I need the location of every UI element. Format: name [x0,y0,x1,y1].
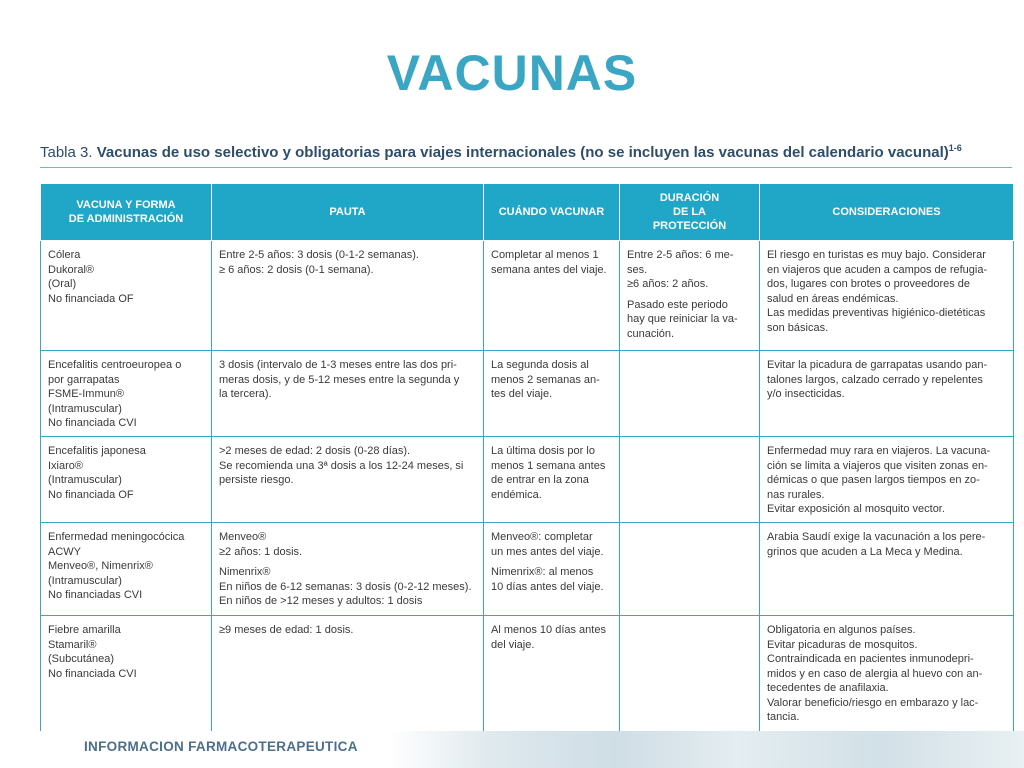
table-row [41,616,1014,734]
cell-vacuna [41,523,212,616]
text-line: Encefalitis japonesa [48,445,146,457]
text-line: No financiada CVI [48,417,137,429]
table-row [41,351,1014,437]
text-line: Menveo®: completar [491,531,593,543]
text-line: midos y en caso de alergia al huevo con an- [767,667,983,680]
cell-consideraciones [760,523,1014,616]
cuando-main [491,530,612,559]
duracion-main [627,248,752,292]
caption-reference: 1-6 [948,143,962,153]
text-line: Entre 2-5 años: 6 me- [627,249,734,261]
text-line: ≥9 meses de edad: 1 dosis. [219,624,354,636]
slide-title: VACUNAS [386,45,638,101]
text-line: Evitar picaduras de mosquitos. [767,638,918,651]
text-line: Fiebre amarilla [48,624,121,636]
text-line: PAUTA [329,206,366,218]
table-row [41,437,1014,523]
cell-duracion [620,437,760,523]
text-line: Nimenrix®: al menos [491,566,594,578]
pauta-extra [219,565,476,609]
table-row [41,523,1014,616]
cell-cuando [484,437,620,523]
cell-pauta [212,523,484,616]
cell-pauta [212,437,484,523]
text-line: un mes antes del viaje. [491,545,604,558]
text-line: talones largos, calzado cerrado y repelentes [767,373,983,386]
text-line: dos, lugares con brotes o proveedores de [767,278,971,290]
text-line: por garrapatas [48,373,120,386]
header-pauta [212,184,484,241]
text-line: Obligatoria en algunos países. [767,624,916,636]
cell-vacuna [41,437,212,523]
text-line: Arabia Saudí exige la vacunación a los pere- [767,531,986,543]
text-line: tes del viaje. [491,388,553,400]
text-line: DE LA [673,206,706,218]
table-row [41,241,1014,351]
text-line: Evitar exposición al mosquito vector. [767,503,945,515]
text-line: El riesgo en turistas es muy bajo. Considerar [767,249,986,261]
cell-pauta [212,616,484,734]
text-line: cunación. [627,327,675,340]
text-line: Valorar beneficio/riesgo en embarazo y lac- [767,696,979,709]
text-line: endémica. [491,488,542,501]
cell-pauta [212,351,484,437]
text-line: menos 1 semana antes [491,459,606,472]
text-line: DURACIÓN [659,192,720,204]
text-line: (Subcutánea) [48,653,115,665]
text-line: Se recomienda una 3ª dosis a los 12-24 meses, si [219,459,464,472]
cell-duracion [620,523,760,616]
text-line: (Oral) [48,278,77,290]
cell-duracion [620,616,760,734]
text-line: salud en áreas endémicas. [767,292,899,305]
text-line: La última dosis por lo [491,445,595,457]
text-line: semana antes del viaje. [491,263,607,276]
text-line: VACUNA Y FORMA [76,199,176,211]
text-line: Ixiaro® [48,459,84,472]
text-line: ción se limita a viajeros que visiten zonas en- [767,459,988,472]
text-line: En niños de >12 meses y adultos: 1 dosis [219,595,423,607]
text-line: No financiada OF [48,488,134,501]
text-line: nas rurales. [767,488,825,501]
text-line: ≥6 años: 2 años. [627,278,709,290]
header-vacuna [41,184,212,241]
text-line: Cólera [48,249,81,261]
text-line: (Intramuscular) [48,574,122,587]
text-line: ≥ 6 años: 2 dosis (0-1 semana). [219,263,374,276]
text-line: La segunda dosis al [491,359,589,371]
header-consideraciones [760,184,1014,241]
text-line: Pasado este periodo [627,298,728,311]
text-line: démicas o que pasen largos tiempos en zo- [767,474,980,486]
text-line: DE ADMINISTRACIÓN [68,213,184,225]
text-line: Entre 2-5 años: 3 dosis (0-1-2 semanas). [219,249,419,261]
text-line: grinos que acuden a La Meca y Medina. [767,545,963,558]
text-line: ACWY [48,545,81,558]
text-line: (Intramuscular) [48,402,122,415]
cell-cuando [484,616,620,734]
text-line: No financiadas CVI [48,589,143,601]
text-line: 3 dosis (intervalo de 1-3 meses entre las dos pri- [219,359,457,371]
text-line: Evitar la picadura de garrapatas usando pan- [767,359,988,371]
cell-duracion [620,351,760,437]
footer-brand: INFORMACION FARMACOTERAPEUTICA [84,739,358,754]
text-line: No financiada CVI [48,667,137,680]
text-line: ≥2 años: 1 dosis. [219,545,303,558]
cell-cuando [484,351,620,437]
cell-consideraciones [760,351,1014,437]
text-line: persiste riesgo. [219,474,294,486]
caption-text: Vacunas de uso selectivo y obligatorias para viajes internacionales (no se incluyen las vacunas del calendario vacunal) [96,144,949,161]
text-line: Las medidas preventivas higiénico-dietéticas [767,307,986,319]
text-line: CUÁNDO VACUNAR [498,206,605,218]
text-line: son básicas. [767,321,829,334]
cell-pauta [212,241,484,351]
text-line: (Intramuscular) [48,474,122,486]
cell-vacuna [41,241,212,351]
text-line: Encefalitis centroeuropea o [48,359,182,371]
text-line: y/o insecticidas. [767,388,845,400]
text-line: menos 2 semanas an- [491,373,600,386]
text-line: de entrar en la zona [491,474,589,486]
text-line: en viajeros que acuden a campos de refugia- [767,263,988,276]
vaccines-table [40,183,1014,734]
text-line: Completar al menos 1 [491,249,599,261]
text-line: la tercera). [219,388,272,400]
text-line: Menveo®, Nimenrix® [48,560,153,572]
text-line: Contraindicada en pacientes inmunodepri- [767,653,974,665]
cell-duracion [620,241,760,351]
text-line: Menveo® [219,531,267,543]
header-duracion [620,184,760,241]
text-line: No financiada OF [48,292,134,305]
text-line: tecedentes de anafilaxia. [767,682,889,694]
cuando-extra [491,565,612,594]
text-line: hay que reiniciar la va- [627,313,738,325]
text-line: 10 días antes del viaje. [491,580,604,593]
text-line: Stamaril® [48,638,97,651]
text-line: PROTECCIÓN [652,220,727,232]
text-line: FSME-Immun® [48,388,124,400]
text-line: Al menos 10 días antes [491,624,606,636]
duracion-extra [627,298,752,342]
text-line: Dukoral® [48,263,95,276]
header-cuando [484,184,620,241]
caption-divider [40,167,1012,168]
text-line: Nimenrix® [219,566,271,578]
text-line: Enfermedad meningocócica [48,531,185,543]
cell-consideraciones [760,616,1014,734]
text-line: >2 meses de edad: 2 dosis (0-28 días). [219,445,411,457]
cell-vacuna [41,616,212,734]
cell-consideraciones [760,437,1014,523]
text-line: En niños de 6-12 semanas: 3 dosis (0-2-12 meses). [219,580,472,593]
text-line: ses. [627,263,648,276]
table-header-row [41,184,1014,241]
text-line: tancia. [767,711,800,723]
cell-consideraciones [760,241,1014,351]
text-line: meras dosis, y de 5-12 meses entre la segunda y [219,373,460,386]
text-line: del viaje. [491,638,535,651]
cell-vacuna [41,351,212,437]
text-line: Enfermedad muy rara en viajeros. La vacuna- [767,445,991,457]
caption-lead: Tabla 3. [40,144,93,161]
cell-cuando [484,241,620,351]
cell-cuando [484,523,620,616]
table-caption [40,143,1012,161]
text-line: CONSIDERACIONES [832,206,941,218]
pauta-main [219,530,476,559]
